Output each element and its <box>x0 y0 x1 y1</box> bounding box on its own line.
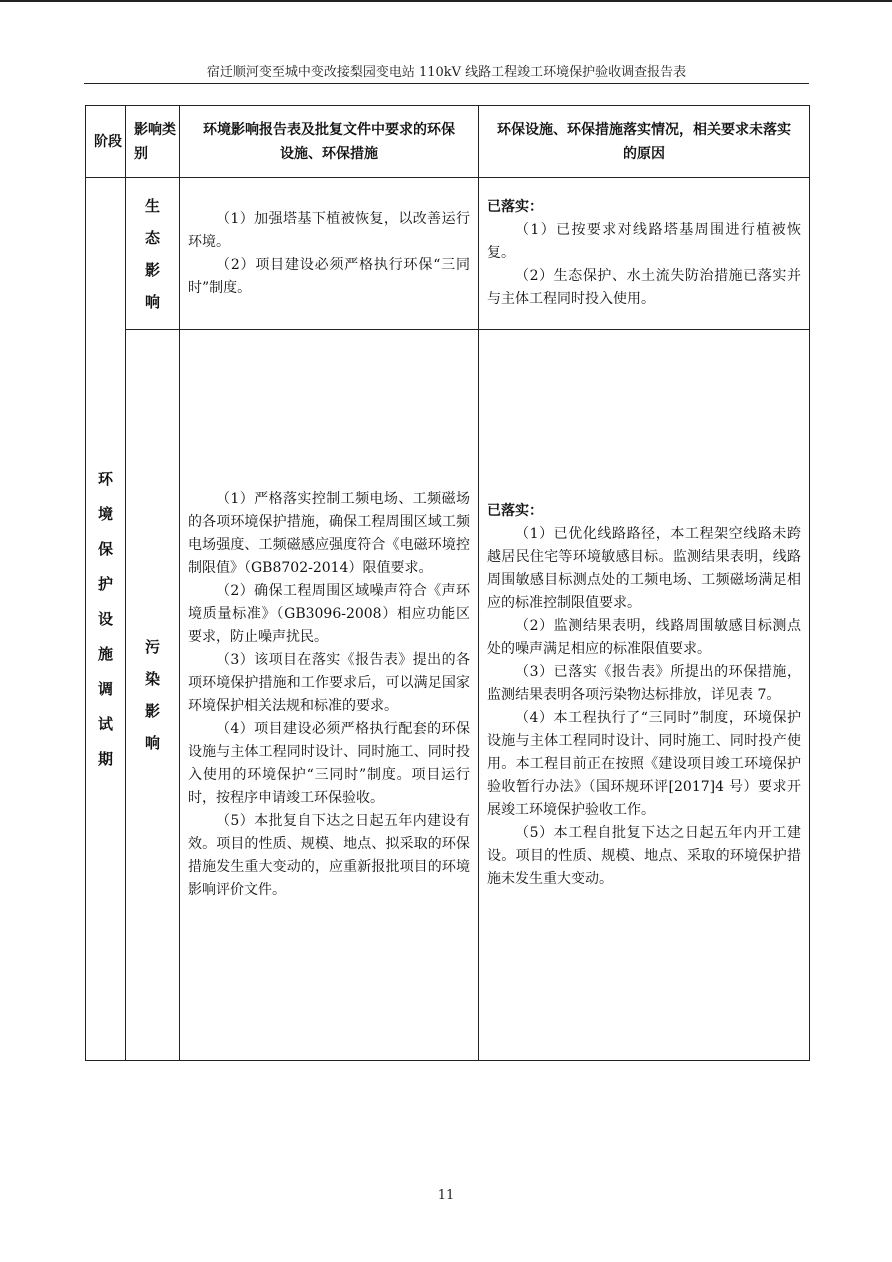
category-pollution-text: 污染影响 <box>144 638 160 752</box>
requirement-item: （1）加强塔基下植被恢复，以改善运行环境。 <box>188 210 470 250</box>
requirement-item: （2）项目建设必须严格执行环保“三同时”制度。 <box>188 256 470 296</box>
top-border <box>0 0 892 2</box>
implementation-item: （5）本工程自批复下达之日起五年内开工建设。项目的性质、规模、地点、采取的环境保护措施未发生重大变动。 <box>487 824 801 887</box>
requirement-item: （5）本批复自下达之日起五年内建设有效。项目的性质、规模、地点、拟采取的环保措施发生重大变动的，应重新报批项目的环境影响评价文件。 <box>188 813 470 898</box>
category-pollution <box>126 330 180 1061</box>
requirement-item: （2）确保工程周围区域噪声符合《声环境质量标准》（GB3096-2008）相应功能区要求，防止噪声扰民。 <box>188 583 470 645</box>
implementation-item: （3）已落实《报告表》所提出的环保措施，监测结果表明各项污染物达标排放，详见表 7。 <box>487 663 801 703</box>
implementation-item: （4）本工程执行了“三同时”制度，环境保护设施与主体工程同时设计、同时施工、同时投产使用。本工程目前正在按照《建设项目竣工环境保护验收暂行办法》（国环规环评[2017]4 号）要求开展竣工环境保护验收工作。 <box>487 709 801 818</box>
requirements-ecology <box>180 178 479 330</box>
table-row-pollution <box>86 330 810 1061</box>
category-ecology <box>126 178 180 330</box>
requirement-item: （1）严格落实控制工频电场、工频磁场的各项环境保护措施，确保工程周围区域工频电场强度、工频磁感应强度符合《电磁环境控制限值》（GB8702-2014）限值要求。 <box>188 491 470 576</box>
header-implementation: 环保设施、环保措施落实情况，相关要求未落实的原因 <box>479 106 810 178</box>
page-header: 宿迁顺河变至城中变改接梨园变电站 110kV 线路工程竣工环境保护验收调查报告表 <box>206 65 687 80</box>
implementation-item: （2）生态保护、水土流失防治措施已落实并与主体工程同时投入使用。 <box>487 268 801 307</box>
category-ecology-text: 生态影响 <box>144 196 160 311</box>
status-label: 已落实： <box>487 502 543 519</box>
table-row-ecology <box>86 178 810 330</box>
implementation-item: （2）监测结果表明，线路周围敏感目标测点处的噪声满足相应的标准限值要求。 <box>487 617 801 657</box>
header-category: 影响类别 <box>126 106 180 178</box>
status-label: 已落实： <box>487 199 543 215</box>
stage-label-text: 环境保护设施调试期 <box>98 469 114 768</box>
header-rule <box>84 83 809 84</box>
implementation-item: （1）已优化线路路径，本工程架空线路未跨越居民住宅等环境敏感目标。监测结果表明，线路周围敏感目标测点处的工频电场、工频磁场满足相应的标准控制限值要求。 <box>487 525 801 611</box>
requirement-item: （3）该项目在落实《报告表》提出的各项环境保护措施和工作要求后，可以满足国家环境保护相关法规和标准的要求。 <box>188 652 470 714</box>
table-header-row <box>86 106 810 178</box>
implementation-pollution <box>479 330 810 1061</box>
header-stage: 阶段 <box>86 106 126 178</box>
requirement-item: （4）项目建设必须严格执行配套的环保设施与主体工程同时设计、同时施工、同时投入使用的环境保护“三同时”制度。项目运行时，按程序申请竣工环保验收。 <box>188 721 470 806</box>
acceptance-table <box>85 105 810 1061</box>
requirements-pollution <box>180 330 479 1061</box>
implementation-item: （1）已按要求对线路塔基周围进行植被恢复。 <box>487 222 801 261</box>
page-number: 11 <box>437 1188 455 1203</box>
header-requirements: 环境影响报告表及批复文件中要求的环保设施、环保措施 <box>180 106 479 178</box>
implementation-ecology <box>479 178 810 330</box>
stage-label <box>86 178 126 1061</box>
